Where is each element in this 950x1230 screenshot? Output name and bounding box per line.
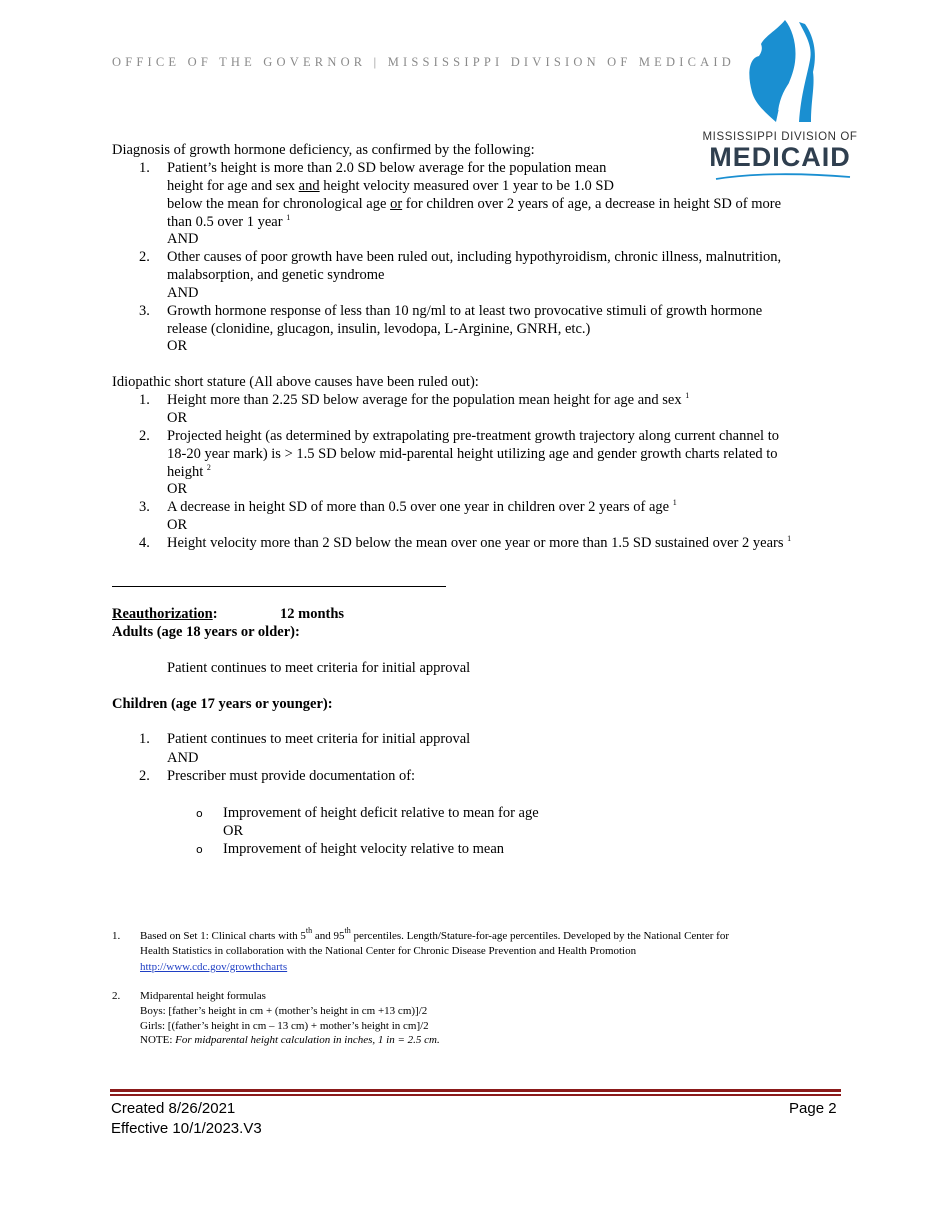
- diagnosis-item-1-number: 1.: [139, 160, 150, 176]
- reauthorization-heading: Reauthorization:: [112, 606, 218, 622]
- logo-title: MEDICAID: [709, 142, 851, 172]
- idiopathic-item-4-line-1: Height velocity more than 2 SD below the mean over one year or more than 1.5 SD sustained over 2 years $^1$: [167, 534, 792, 551]
- idiopathic-item-3-conjunction: OR: [167, 517, 188, 533]
- children-heading: Children (age 17 years or younger):: [112, 696, 333, 712]
- footer-rule-thin: [110, 1094, 841, 1096]
- bullet-icon: o: [196, 807, 203, 820]
- footnote-ref: 1: [672, 498, 677, 507]
- logo-subtitle: MISSISSIPPI DIVISION OF: [702, 131, 858, 143]
- idiopathic-item-2-line-3: height $^2$: [167, 463, 211, 480]
- idiopathic-item-3-number: 3.: [139, 499, 150, 515]
- children-item-1-text: Patient continues to meet criteria for initial approval: [167, 731, 471, 747]
- footnote-2-line-2: Boys: [father’s height in cm + (mother’s height in cm +13 cm)]/2: [140, 1005, 428, 1017]
- children-item-1-number: 1.: [139, 731, 150, 747]
- idiopathic-item-2-number: 2.: [139, 428, 150, 444]
- footnote-1-line-2: Health Statistics in collaboration with the National Center for Chronic Disease Prevention and Health Promotion: [140, 945, 637, 957]
- footnote-2-line-1: Midparental height formulas: [140, 990, 266, 1002]
- diagnosis-item-2-number: 2.: [139, 249, 150, 265]
- idiopathic-item-2-line-2: 18-20 year mark) is > 1.5 SD below mid-parental height utilizing age and gender growth charts related to: [167, 446, 778, 462]
- documentation-bullet-1-conjunction: OR: [223, 823, 244, 839]
- children-item-2-text: Prescriber must provide documentation of:: [167, 768, 416, 784]
- footnote-ref: 1: [685, 391, 690, 400]
- children-item-1-conjunction: AND: [167, 750, 199, 766]
- idiopathic-intro: Idiopathic short stature (All above causes have been ruled out):: [112, 374, 479, 390]
- diagnosis-item-1-line-2: height for age and sex and height velocity measured over 1 year to be 1.0 SD: [167, 178, 614, 194]
- idiopathic-item-1-number: 1.: [139, 392, 150, 408]
- diagnosis-item-1-line-3: below the mean for chronological age or for children over 2 years of age, a decrease in height SD of more: [167, 196, 782, 212]
- bullet-icon: o: [196, 843, 203, 856]
- reauthorization-duration: 12 months: [280, 606, 345, 622]
- adults-criteria-text: Patient continues to meet criteria for initial approval: [167, 660, 471, 676]
- diagnosis-item-3-line-1: Growth hormone response of less than 10 ng/ml to at least two provocative stimuli of growth hormone: [167, 303, 763, 319]
- idiopathic-item-2-conjunction: OR: [167, 481, 188, 497]
- hand-logo-icon: [697, 16, 867, 131]
- header-office-line: OFFICE OF THE GOVERNOR | MISSISSIPPI DIVISION OF MEDICAID: [112, 55, 735, 69]
- diagnosis-item-2-line-1: Other causes of poor growth have been ruled out, including hypothyroidism, chronic illness, malnutrition,: [167, 249, 782, 265]
- idiopathic-item-3-line-1: A decrease in height SD of more than 0.5 over one year in children over 2 years of age $^1$: [167, 498, 677, 515]
- footnote-2-number: 2.: [112, 990, 121, 1002]
- footnote-ref: 1: [787, 534, 792, 543]
- diagnosis-item-3-number: 3.: [139, 303, 150, 319]
- footnote-ref: 2: [206, 463, 211, 472]
- diagnosis-intro: Diagnosis of growth hormone deficiency, as confirmed by the following:: [112, 142, 535, 158]
- footer-rule: [110, 1089, 841, 1092]
- footer-created-date: Created 8/26/2021: [111, 1100, 236, 1117]
- diagnosis-item-3-conjunction: OR: [167, 338, 188, 354]
- footnote-1-line-1: Based on Set 1: Clinical charts with 5th and 95th percentiles. Length/Stature-for-age percentiles. Developed by the National Center for: [140, 926, 729, 942]
- children-item-2-number: 2.: [139, 768, 150, 784]
- documentation-bullet-2: Improvement of height velocity relative to mean: [223, 841, 505, 857]
- footer-effective-date: Effective 10/1/2023.V3: [111, 1120, 262, 1137]
- footer-page-number: Page 2: [789, 1100, 837, 1117]
- idiopathic-item-2-line-1: Projected height (as determined by extrapolating pre-treatment growth trajectory along current channel to: [167, 428, 779, 444]
- footnote-ref: 1: [286, 213, 291, 222]
- diagnosis-item-3-line-2: release (clonidine, glucagon, insulin, levodopa, L-Arginine, GNRH, etc.): [167, 321, 591, 337]
- adults-heading: Adults (age 18 years or older):: [112, 624, 300, 640]
- footnote-2-note: NOTE: For midparental height calculation in inches, 1 in = 2.5 cm.: [140, 1034, 440, 1046]
- diagnosis-item-1-conjunction: AND: [167, 231, 199, 247]
- footnote-1-number: 1.: [112, 930, 121, 942]
- diagnosis-item-2-conjunction: AND: [167, 285, 199, 301]
- footnote-1-link-wrapper: [140, 960, 287, 975]
- cdc-growthcharts-link[interactable]: http://www.cdc.gov/growthcharts: [140, 961, 288, 973]
- diagnosis-item-1-line-4: than 0.5 over 1 year $^1$: [167, 213, 291, 230]
- idiopathic-item-1-line-1: Height more than 2.25 SD below average for the population mean height for age and sex $^1$: [167, 391, 690, 408]
- diagnosis-item-1-line-1: Patient’s height is more than 2.0 SD below average for the population mean: [167, 160, 607, 176]
- section-divider: [112, 586, 446, 587]
- logo-swoosh-icon: [712, 172, 852, 182]
- idiopathic-item-4-number: 4.: [139, 535, 150, 551]
- diagnosis-item-2-line-2: malabsorption, and genetic syndrome: [167, 267, 385, 283]
- documentation-bullet-1: Improvement of height deficit relative to mean for age: [223, 805, 539, 821]
- idiopathic-item-1-conjunction: OR: [167, 410, 188, 426]
- footnote-2-line-3: Girls: [(father’s height in cm – 13 cm) + mother’s height in cm]/2: [140, 1020, 429, 1032]
